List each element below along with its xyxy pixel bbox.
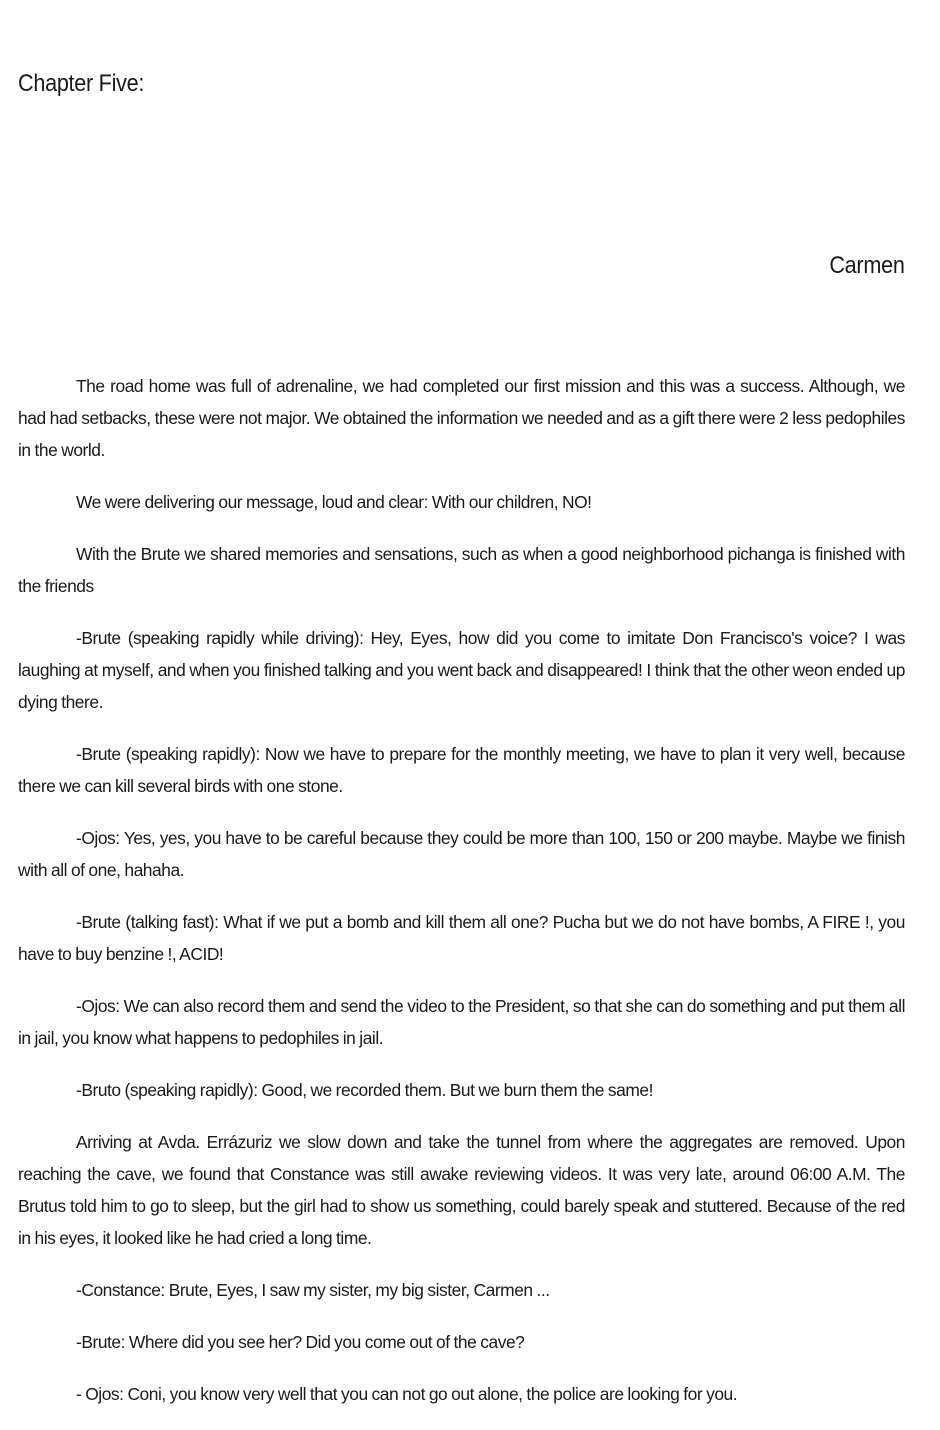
paragraph: -Brute (talking fast): What if we put a bomb and kill them all one? Pucha but we do not have bombs, A FIRE !, you have to buy benzine !, ACID! (18, 912, 905, 964)
paragraph: - Ojos: Coni, you know very well that you can not go out alone, the police are looking for you. (76, 1384, 738, 1404)
paragraph: -Brute (speaking rapidly while driving): Hey, Eyes, how did you come to imitate Don Francisco's voice? I was laughing at myself, and when you finished talking and you went back and disappeared! I think that the other weon ended up dying there. (18, 628, 905, 712)
body-text (18, 370, 905, 1430)
paragraph: Arriving at Avda. Errázuriz we slow down and take the tunnel from where the aggregates are removed. Upon reaching the cave, we found that Constance was still awake reviewing videos. It was very late, around 06:00 A.M. The Brutus told him to go to sleep, but the girl had to show us something, could barely speak and stuttered. Because of the red in his eyes, it looked like he had cried a long time. (18, 1132, 905, 1248)
paragraph: With the Brute we shared memories and sensations, such as when a good neighborhood pichanga is finished with the friends (18, 544, 905, 596)
paragraph: The road home was full of adrenaline, we had completed our first mission and this was a success. Although, we had had setbacks, these were not major. We obtained the information we needed and as a gift there were 2 less pedophiles in the world. (18, 376, 905, 460)
paragraph: -Ojos: Yes, yes, you have to be careful because they could be more than 100, 150 or 200 maybe. Maybe we finish with all of one, hahaha. (18, 828, 905, 880)
paragraph: -Constance: Brute, Eyes, I saw my sister, my big sister, Carmen ... (76, 1280, 550, 1300)
paragraph: -Brute: Where did you see her? Did you come out of the cave? (76, 1332, 525, 1352)
section-title: Carmen (829, 252, 905, 279)
paragraph: -Ojos: We can also record them and send the video to the President, so that she can do something and put them all in jail, you know what happens to pedophiles in jail. (18, 996, 905, 1048)
paragraph: -Bruto (speaking rapidly): Good, we recorded them. But we burn them the same! (76, 1080, 654, 1100)
paragraph: We were delivering our message, loud and clear: With our children, NO! (76, 492, 592, 512)
chapter-heading: Chapter Five: (18, 70, 145, 97)
paragraph: -Brute (speaking rapidly): Now we have to prepare for the monthly meeting, we have to plan it very well, because there we can kill several birds with one stone. (18, 744, 905, 796)
